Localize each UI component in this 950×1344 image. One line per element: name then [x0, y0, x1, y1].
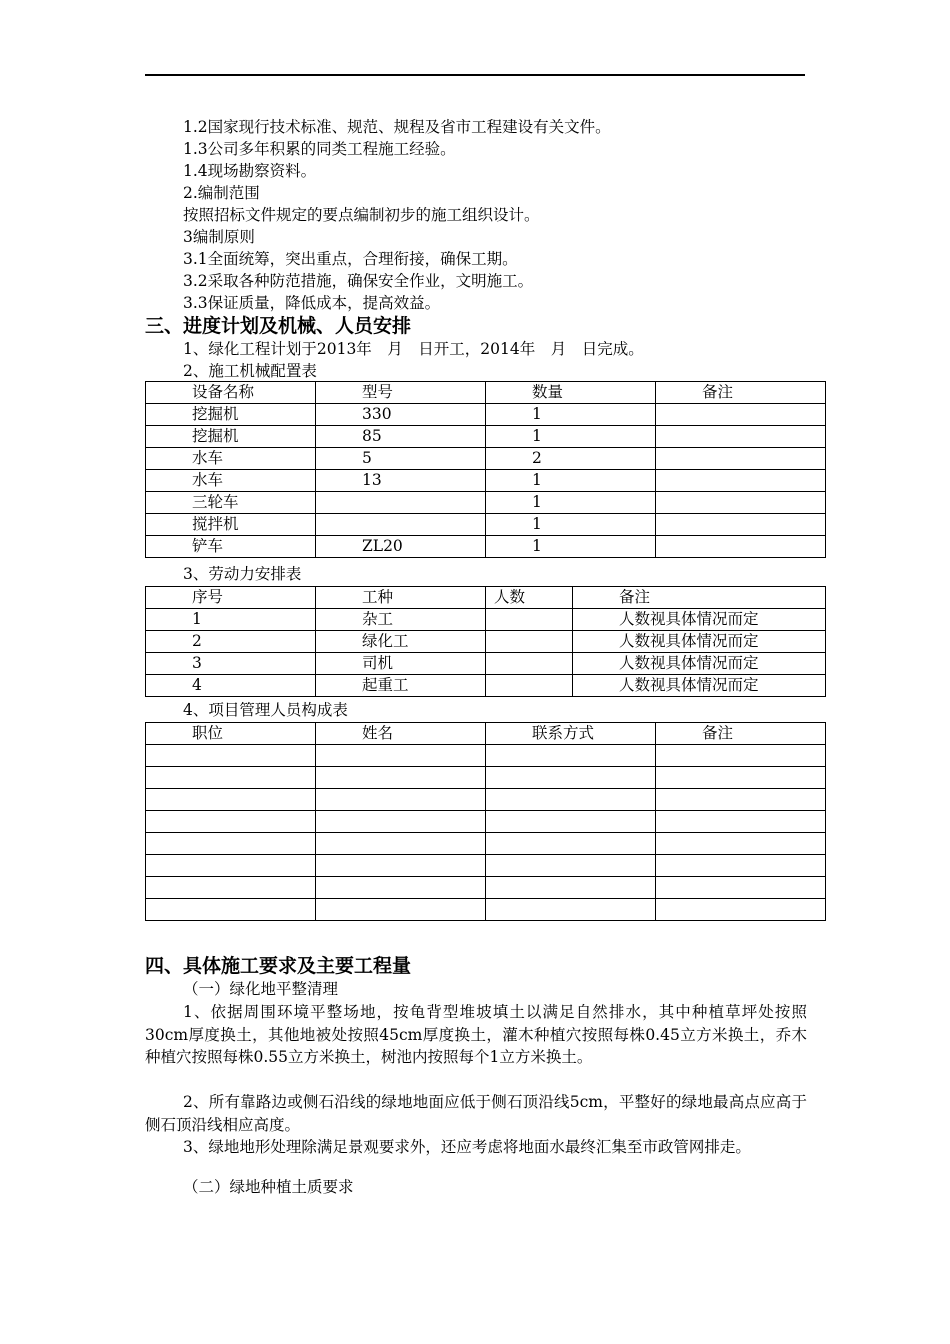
- labor-table-caption: 3、劳动力安排表: [183, 565, 302, 583]
- table-cell: 2: [486, 448, 656, 470]
- intro-line: 1.2国家现行技术标准、规范、规程及省市工程建设有关文件。: [183, 118, 611, 136]
- table-cell: 人数视具体情况而定: [573, 631, 826, 653]
- table-cell: ZL20: [316, 536, 486, 558]
- table-cell: 1: [486, 492, 656, 514]
- table-cell: [486, 855, 656, 877]
- table-cell: [486, 899, 656, 921]
- table-cell: [316, 514, 486, 536]
- table-row: [146, 767, 826, 789]
- table-cell: 13: [316, 470, 486, 492]
- table-header-cell: 备注: [656, 723, 826, 745]
- paragraph-1: 1、依据周围环境平整场地，按龟背型堆坡填土以满足自然排水，其中种植草坪处按照30cm厚度换土，其他地被处按照45cm厚度换土，灌木种植穴按照每株0.45立方米换土，乔木种植穴按照每株0.55立方米换土，树池内按照每个1立方米换土。: [145, 1003, 807, 1066]
- table-row: [146, 631, 826, 653]
- table-cell: [316, 811, 486, 833]
- table-cell: [656, 426, 826, 448]
- table-cell: 1: [146, 609, 316, 631]
- table-cell: [656, 789, 826, 811]
- table-row: [146, 745, 826, 767]
- table-cell: [316, 833, 486, 855]
- paragraph-2: 2、所有靠路边或侧石沿线的绿地地面应低于侧石顶沿线5cm，平整好的绿地最高点应高于侧石顶沿线相应高度。: [145, 1093, 807, 1134]
- table-cell: 1: [486, 536, 656, 558]
- intro-line: 按照招标文件规定的要点编制初步的施工组织设计。: [183, 206, 540, 224]
- table-header-cell: 备注: [573, 587, 826, 609]
- intro-line: 1.4现场勘察资料。: [183, 162, 317, 180]
- table-header-row: [146, 723, 826, 745]
- labor-table: [145, 586, 826, 697]
- table-cell: [486, 877, 656, 899]
- table-row: [146, 448, 826, 470]
- table-cell: 搅拌机: [146, 514, 316, 536]
- table-cell: 挖掘机: [146, 404, 316, 426]
- table-cell: 人数视具体情况而定: [573, 609, 826, 631]
- table-header-cell: 备注: [656, 382, 826, 404]
- table-header-row: [146, 587, 826, 609]
- table-row: [146, 675, 826, 697]
- table-cell: [486, 675, 573, 697]
- table-cell: [656, 745, 826, 767]
- table-cell: [656, 767, 826, 789]
- section3-heading: 三、进度计划及机械、人员安排: [145, 315, 412, 337]
- intro-line: 2.编制范围: [183, 184, 260, 202]
- table-row: [146, 653, 826, 675]
- intro-line: 1.3公司多年积累的同类工程施工经验。: [183, 140, 456, 158]
- table-cell: [656, 811, 826, 833]
- table-row: [146, 492, 826, 514]
- mgmt-table-caption: 4、项目管理人员构成表: [183, 701, 348, 719]
- table-cell: [316, 899, 486, 921]
- table-cell: 人数视具体情况而定: [573, 653, 826, 675]
- table-cell: 1: [486, 470, 656, 492]
- table-row: [146, 899, 826, 921]
- table-cell: [656, 514, 826, 536]
- section4-heading: 四、具体施工要求及主要工程量: [145, 955, 412, 977]
- table-cell: 2: [146, 631, 316, 653]
- table-cell: [146, 811, 316, 833]
- table-cell: [316, 745, 486, 767]
- table-header-cell: 姓名: [316, 723, 486, 745]
- table-cell: [316, 492, 486, 514]
- table-cell: 85: [316, 426, 486, 448]
- table-header-cell: 数量: [486, 382, 656, 404]
- table-cell: 铲车: [146, 536, 316, 558]
- table-header-cell: 工种: [316, 587, 486, 609]
- table-cell: [146, 745, 316, 767]
- table-cell: [146, 877, 316, 899]
- table-cell: [656, 855, 826, 877]
- table-cell: 4: [146, 675, 316, 697]
- table-cell: [486, 789, 656, 811]
- table-cell: [486, 609, 573, 631]
- table-cell: [316, 877, 486, 899]
- table-cell: 人数视具体情况而定: [573, 675, 826, 697]
- table-row: [146, 877, 826, 899]
- table-row: [146, 789, 826, 811]
- table-header-cell: 联系方式: [486, 723, 656, 745]
- table-cell: 起重工: [316, 675, 486, 697]
- table-row: [146, 470, 826, 492]
- table-cell: [146, 789, 316, 811]
- table-cell: [316, 855, 486, 877]
- table-cell: 1: [486, 426, 656, 448]
- table-cell: [486, 833, 656, 855]
- table-row: [146, 536, 826, 558]
- table-row: [146, 404, 826, 426]
- table-cell: 水车: [146, 470, 316, 492]
- table-cell: [146, 833, 316, 855]
- table-cell: 1: [486, 404, 656, 426]
- mgmt-table: [145, 722, 826, 921]
- table-header-row: [146, 382, 826, 404]
- table-cell: 挖掘机: [146, 426, 316, 448]
- table-cell: [146, 855, 316, 877]
- machine-table-caption: 2、施工机械配置表: [183, 362, 317, 380]
- table-row: [146, 426, 826, 448]
- subsection-1-title: （一）绿化地平整清理: [183, 980, 339, 998]
- table-cell: [486, 745, 656, 767]
- table-row: [146, 855, 826, 877]
- table-cell: [146, 899, 316, 921]
- table-row: [146, 609, 826, 631]
- table-header-cell: 序号: [146, 587, 316, 609]
- table-row: [146, 833, 826, 855]
- table-cell: [146, 767, 316, 789]
- table-cell: [316, 767, 486, 789]
- intro-line: 3.1全面统筹，突出重点，合理衔接，确保工期。: [183, 250, 518, 268]
- table-cell: 3: [146, 653, 316, 675]
- schedule-line: 1、绿化工程计划于2013年 月 日开工，2014年 月 日完成。: [183, 340, 644, 358]
- machine-table: [145, 381, 826, 558]
- table-cell: 水车: [146, 448, 316, 470]
- table-cell: [656, 536, 826, 558]
- table-cell: [656, 899, 826, 921]
- table-cell: [656, 492, 826, 514]
- table-cell: 杂工: [316, 609, 486, 631]
- table-cell: 司机: [316, 653, 486, 675]
- subsection-2-title: （二）绿地种植土质要求: [183, 1178, 354, 1196]
- table-cell: 绿化工: [316, 631, 486, 653]
- header-rule: [145, 74, 805, 76]
- intro-line: 3.3保证质量，降低成本，提高效益。: [183, 294, 441, 312]
- table-cell: [486, 767, 656, 789]
- table-cell: [656, 404, 826, 426]
- table-cell: 1: [486, 514, 656, 536]
- table-header-cell: 职位: [146, 723, 316, 745]
- intro-line: 3.2采取各种防范措施，确保安全作业，文明施工。: [183, 272, 534, 290]
- table-cell: [656, 833, 826, 855]
- table-cell: [486, 653, 573, 675]
- table-header-cell: 设备名称: [146, 382, 316, 404]
- table-header-cell: 人数: [486, 587, 573, 609]
- table-cell: [316, 789, 486, 811]
- table-cell: [656, 470, 826, 492]
- table-header-cell: 型号: [316, 382, 486, 404]
- table-cell: [656, 877, 826, 899]
- paragraph-3: 3、绿地地形处理除满足景观要求外，还应考虑将地面水最终汇集至市政管网排走。: [183, 1138, 751, 1156]
- table-cell: [486, 631, 573, 653]
- table-cell: 5: [316, 448, 486, 470]
- table-row: [146, 811, 826, 833]
- intro-line: 3编制原则: [183, 228, 255, 246]
- table-cell: 三轮车: [146, 492, 316, 514]
- table-cell: 330: [316, 404, 486, 426]
- table-row: [146, 514, 826, 536]
- table-cell: [486, 811, 656, 833]
- table-cell: [656, 448, 826, 470]
